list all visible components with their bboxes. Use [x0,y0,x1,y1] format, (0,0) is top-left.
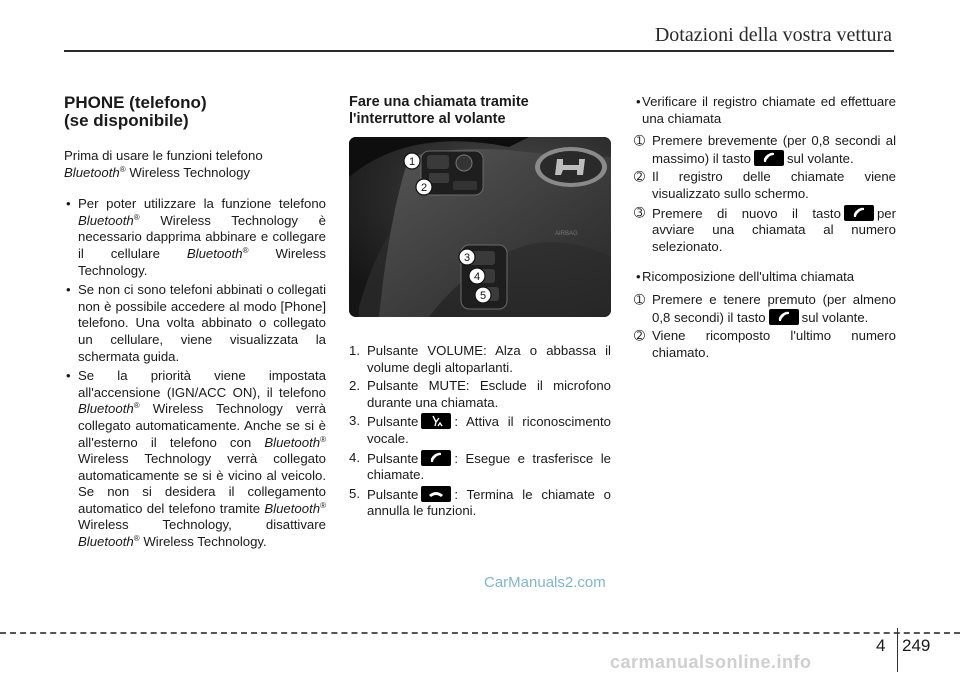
chapter-number: 4 [876,636,886,655]
voice-recognition-icon [421,413,451,429]
list-item: 2. Pulsante MUTE: Esclude il microfono durante una chiamata. [349,378,611,410]
list-item: • Verificare il registro chiamate ed effettuare una chiamata [634,94,896,127]
call-answer-icon [844,205,874,221]
page-number: 249 [902,636,931,655]
steering-button-list [349,343,611,520]
column-phone [64,94,326,554]
photo-label: 3 [463,252,471,264]
header-rule [64,50,894,52]
photo-label: 2 [420,182,428,194]
section-heading-phone: PHONE (telefono) (se disponibile) [64,93,207,130]
section-heading-steering: Fare una chiamata tramite l'interruttore al volante [349,94,529,127]
photo-label: 4 [473,271,481,283]
list-item: ➁ Il registro delle chiamate viene visualizzato sullo schermo. [634,169,896,201]
phone-bullet-list [64,196,326,550]
list-item: • Se la priorità viene impostata all'accensione (IGN/ACC ON), il telefono Bluetooth® Wireless Technology verrà collegato automaticamente. Anche se si è all'esterno il telefono con Bluetooth® Wireless Technology verrà collegato automaticamente se si è vicino al veicolo. Se non si desidera il collegamento automatico del telefono tramite Bluetooth® Wireless Technology, disattivare Bluetooth® Wireless Technology. [64,368,326,551]
call-answer-icon [769,309,799,325]
list-item: • Ricomposizione dell'ultima chiamata [634,269,896,286]
site-watermark: carmanualsonline.info [610,652,812,672]
list-item: ➂ Premere di nuovo il tasto per avviare una chiamata al numero selezionato. [634,204,896,254]
page-number-divider [897,628,898,672]
column-steering-call [349,94,611,522]
footer-rule [0,632,960,634]
list-item: ➀ Premere brevemente (per 0,8 secondi al massimo) il tasto sul volante. [634,133,896,166]
list-item: ➁ Viene ricomposto l'ultimo numero chiamato. [634,328,896,360]
redial-steps [634,292,896,361]
list-item: 4. Pulsante : Esegue e trasferisce le chiamate. [349,449,611,483]
list-item: • Per poter utilizzare la funzione telefono Bluetooth® Wireless Technology è necessario dapprima abbinare e collegare il cellulare Bluetooth® Wireless Technology. [64,196,326,279]
call-history-block [634,94,896,127]
call-history-steps [634,133,896,255]
call-answer-icon [754,150,784,166]
steering-wheel-photo [349,137,611,317]
photo-label: 1 [408,156,416,168]
redial-block [634,269,896,286]
watermark-link[interactable]: CarManuals2.com [484,574,606,591]
column-call-history [634,94,896,363]
list-item: 5. Pulsante : Termina le chiamate o annulla le funzioni. [349,485,611,519]
intro-paragraph: Prima di usare le funzioni telefono Bluetooth® Wireless Technology [64,148,263,180]
list-item: ➀ Premere e tenere premuto (per almeno 0,8 secondi) il tasto sul volante. [634,291,896,325]
list-item: • Se non ci sono telefoni abbinati o collegati non è possibile accedere al modo [Phone] telefono. Una volta abbinato o collegato un cellulare, viene visualizzata la schermata guida. [64,282,326,365]
photo-label: 5 [479,290,487,302]
call-end-icon [421,486,451,502]
call-answer-icon [421,450,451,466]
list-item: 1. Pulsante VOLUME: Alza o abbassa il volume degli altoparlanti. [349,343,611,375]
list-item: 3. Pulsante : Attiva il riconoscimento vocale. [349,413,611,446]
running-header: Dotazioni della vostra vettura [654,24,892,46]
svg-text:AIRBAG: AIRBAG [555,231,578,237]
